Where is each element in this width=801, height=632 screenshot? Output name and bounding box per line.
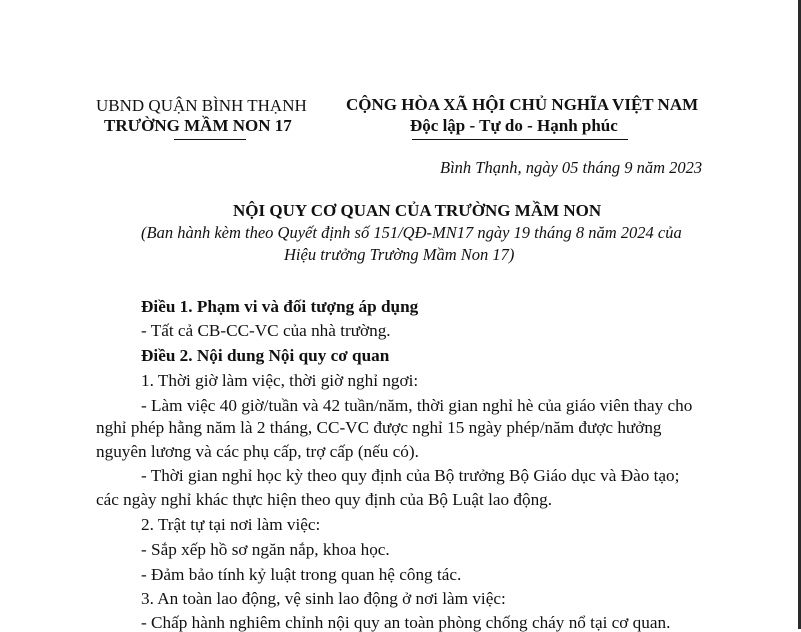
item-1-line: nguyên lương và các phụ cấp, trợ cấp (nếu có). (96, 442, 419, 461)
org-parent-name: UBND QUẬN BÌNH THẠNH (96, 96, 307, 115)
item-1-line: nghỉ phép hằng năm là 2 tháng, CC-VC được nghỉ 15 ngày phép/năm được hưởng (96, 418, 662, 437)
item-1-line: - Thời gian nghỉ học kỳ theo quy định của Bộ trưởng Bộ Giáo dục và Đào tạo; (141, 466, 680, 485)
item-2-line: - Đảm bảo tính kỷ luật trong quan hệ công tác. (141, 565, 462, 584)
item-2-heading: 2. Trật tự tại nơi làm việc: (141, 515, 321, 534)
document-subtitle-line-1: (Ban hành kèm theo Quyết định số 151/QĐ-MN17 ngày 19 tháng 8 năm 2024 của (141, 223, 682, 242)
item-3-heading: 3. An toàn lao động, vệ sinh lao động ở nơi làm việc: (141, 589, 506, 608)
item-1-heading: 1. Thời giờ làm việc, thời giờ nghỉ ngơi: (141, 371, 419, 390)
article-1-heading: Điều 1. Phạm vi và đối tượng áp dụng (141, 297, 419, 316)
item-1-line: - Làm việc 40 giờ/tuần và 42 tuần/năm, thời gian nghỉ hè của giáo viên thay cho (141, 396, 693, 415)
article-1-line: - Tất cả CB-CC-VC của nhà trường. (141, 321, 391, 340)
item-2-line: - Sắp xếp hồ sơ ngăn nắp, khoa học. (141, 540, 390, 559)
motto-underline (412, 139, 628, 140)
article-2-heading: Điều 2. Nội dung Nội quy cơ quan (141, 346, 390, 365)
item-3-line: - Chấp hành nghiêm chỉnh nội quy an toàn phòng chống cháy nổ tại cơ quan. (141, 613, 671, 632)
national-motto: Độc lập - Tự do - Hạnh phúc (410, 116, 618, 135)
document-title: NỘI QUY CƠ QUAN CỦA TRƯỜNG MẦM NON (233, 201, 602, 220)
item-1-line: các ngày nghỉ khác thực hiện theo quy định của Bộ Luật lao động. (96, 490, 553, 509)
org-school-name: TRƯỜNG MẦM NON 17 (104, 116, 292, 135)
org-underline (174, 139, 246, 140)
national-title: CỘNG HÒA XÃ HỘI CHỦ NGHĨA VIỆT NAM (346, 95, 699, 114)
document-date: Bình Thạnh, ngày 05 tháng 9 năm 2023 (440, 158, 703, 177)
document-subtitle-line-2: Hiệu trưởng Trường Mầm Non 17) (284, 245, 515, 264)
